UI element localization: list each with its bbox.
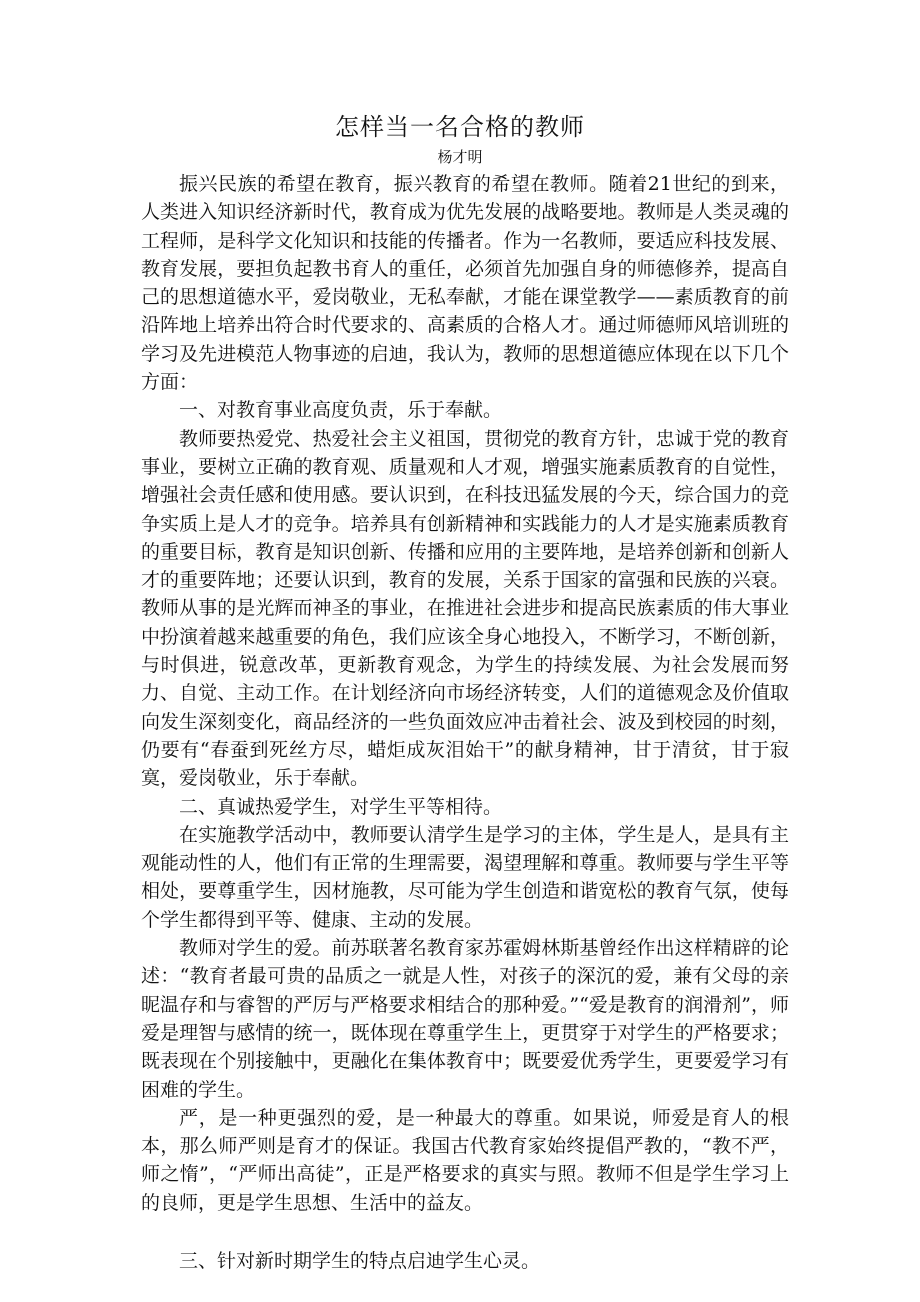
section-1-paragraph: 教师要热爱党、热爱社会主义祖国，贯彻党的教育方针，忠诚于党的教育事业，要树立正确的教育观、质量观和人才观，增强实施素质教育的自觉性，增强社会责任感和使用感。要认识到，在科技迅猛发展的今天，综合国力的竞争实质上是人才的竞争。培养具有创新精神和实践能力的人才是实施素质教育的重要目标，教育是知识创新、传播和应用的主要阵地，是培养创新和创新人才的重要阵地；还要认识到，教育的发展，关系于国家的富强和民族的兴衰。教师从事的是光辉而神圣的事业，在推进社会进步和提高民族素质的伟大事业中扮演着越来越重要的角色，我们应该全身心地投入，不断学习，不断创新，与时俱进，锐意改革，更新教育观念，为学生的持续发展、为社会发展而努力、自觉、主动工作。在计划经济向市场经济转变，人们的道德观念及价值取向发生深刻变化，商品经济的一些负面效应冲击着社会、波及到校园的时刻，仍要有“春蚕到死丝方尽，蜡炬成灰泪始干”的献身精神，甘于清贫，甘于寂寞，爱岗敬业，乐于奉献。	[141, 427, 789, 790]
section-1-heading: 一、对教育事业高度负责，乐于奉献。	[179, 399, 503, 422]
section-2-heading: 二、真诚热爱学生，对学生平等相待。	[179, 795, 503, 818]
section-3-heading: 三、针对新时期学生的特点启迪学生心灵。	[179, 1249, 541, 1272]
section-2-paragraph-1: 在实施教学活动中，教师要认清学生是学习的主体，学生是人，是具有主观能动性的人，他们有正常的生理需要，渴望理解和尊重。教师要与学生平等相处，要尊重学生，因材施教，尽可能为学生创造和谐宽松的教育气氛，使每个学生都得到平等、健康、主动的发展。	[141, 823, 789, 931]
section-2-paragraph-3: 严，是一种更强烈的爱，是一种最大的尊重。如果说，师爱是育人的根本，那么师严则是育才的保证。我国古代教育家始终提倡严教的，“教不严，师之惰”，“严师出高徒”，正是严格要求的真实与照。教师不但是学生学习上的良师，更是学生思想、生活中的益友。	[141, 1106, 789, 1214]
document-body	[141, 170, 789, 1275]
intro-paragraph: 振兴民族的希望在教育，振兴教育的希望在教师。随着21世纪的到来，人类进入知识经济新时代，教育成为优先发展的战略要地。教师是人类灵魂的工程师，是科学文化知识和技能的传播者。作为一名教师，要适应科技发展、教育发展，要担负起教书育人的重任，必须首先加强自身的师德修养，提高自己的思想道德水平，爱岗敬业，无私奉献，才能在课堂教学——素质教育的前沿阵地上培养出符合时代要求的、高素质的合格人才。通过师德师风培训班的学习及先进模范人物事迹的启迪，我认为，教师的思想道德应体现在以下几个方面：	[141, 173, 789, 394]
paragraph-gap	[141, 1217, 789, 1247]
document-author: 杨才明	[437, 148, 483, 166]
section-2-paragraph-2: 教师对学生的爱。前苏联著名教育家苏霍姆林斯基曾经作出这样精辟的论述：“教育者最可贵的品质之一就是人性，对孩子的深沉的爱，兼有父母的亲昵温存和与睿智的严厉与严格要求相结合的那种爱。”“爱是教育的润滑剂”，师爱是理智与感情的统一，既体现在尊重学生上，更贯穿于对学生的严格要求；既表现在个别接触中，更融化在集体教育中；既要爱优秀学生，更要爱学习有困难的学生。	[141, 937, 789, 1101]
document-title: 怎样当一名合格的教师	[335, 113, 585, 141]
